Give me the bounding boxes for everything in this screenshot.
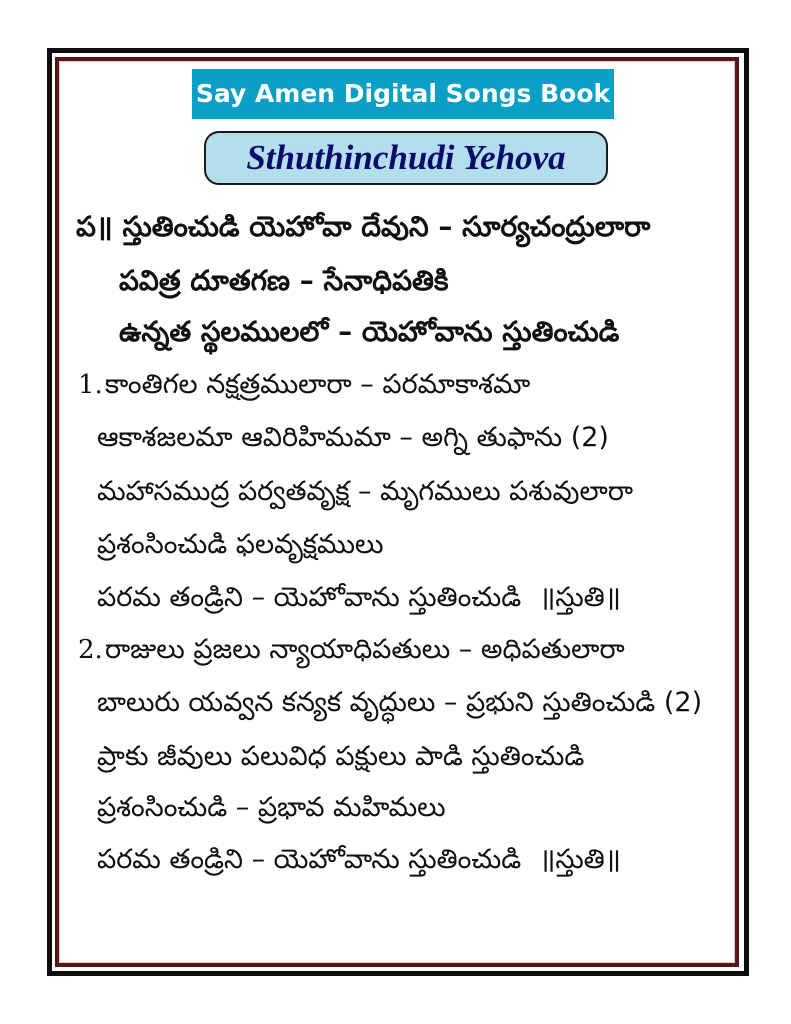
- verse-line-text: పరమ తండ్రిని – యెహోవాను స్తుతించుడి: [97, 582, 522, 613]
- verse-number: 1.: [78, 370, 103, 400]
- verse-2-line-4: [97, 790, 446, 826]
- verse-1-line-5: [97, 580, 621, 616]
- chorus-line-text: పవిత్ర దూతగణ – సేనాధిపతికి: [119, 264, 449, 297]
- verse-line-text: మహాసముద్ర పర్వతవృక్ష – మృగములు పశువులారా: [97, 476, 634, 507]
- verse-line-text: ఆకాశజలమా ఆవిరిహిమమా – అగ్ని తుఫాను (2): [97, 422, 609, 453]
- chorus-line-2: [119, 263, 449, 299]
- verse-number: 2.: [78, 635, 103, 665]
- verse-line-text: ప్రాకు జీవులు పలువిధ పక్షులు పాడి స్తుతించుడి: [97, 741, 585, 772]
- song-title: Sthuthinchudi Yehova: [204, 131, 608, 185]
- chorus-marker: ప॥: [76, 210, 113, 243]
- verse-2-line-1: [78, 632, 625, 668]
- refrain-tag: ॥స్తుతి॥: [539, 844, 621, 875]
- chorus-line-3: [119, 314, 619, 350]
- verse-2-line-2: [97, 685, 702, 721]
- verse-1-line-4: [97, 527, 383, 563]
- book-title-banner: Say Amen Digital Songs Book: [192, 69, 614, 119]
- page-frame-inner-border: [55, 57, 739, 967]
- verse-line-text: రాజులు ప్రజలు న్యాయాధిపతులు – అధిపతులారా: [104, 634, 625, 665]
- verse-1-line-2: [97, 420, 609, 456]
- verse-line-text: కాంతిగల నక్షత్రములారా – పరమాకాశమా: [104, 369, 531, 400]
- verse-line-text: బాలురు యవ్వన కన్యక వృద్ధులు – ప్రభుని స్తుతించుడి (2): [97, 687, 703, 718]
- verse-line-text: ప్రశంసించుడి ఫలవృక్షములు: [97, 529, 384, 560]
- verse-1-line-1: [78, 367, 530, 403]
- verse-1-line-3: [97, 474, 633, 510]
- verse-line-text: ప్రశంసించుడి – ప్రభావ మహిమలు: [97, 792, 446, 823]
- verse-line-text: పరమ తండ్రిని – యెహోవాను స్తుతించుడి: [97, 844, 522, 875]
- chorus-line-1: [76, 209, 650, 245]
- chorus-line-text: స్తుతించుడి యెహోవా దేవుని – సూర్యచంద్రులారా: [122, 210, 651, 243]
- chorus-line-text: ఉన్నత స్థలములలో – యెహోవాను స్తుతించుడి: [119, 315, 620, 348]
- verse-2-line-3: [97, 739, 584, 775]
- refrain-tag: ॥స్తుతి॥: [539, 582, 621, 613]
- verse-2-line-5: [97, 842, 621, 878]
